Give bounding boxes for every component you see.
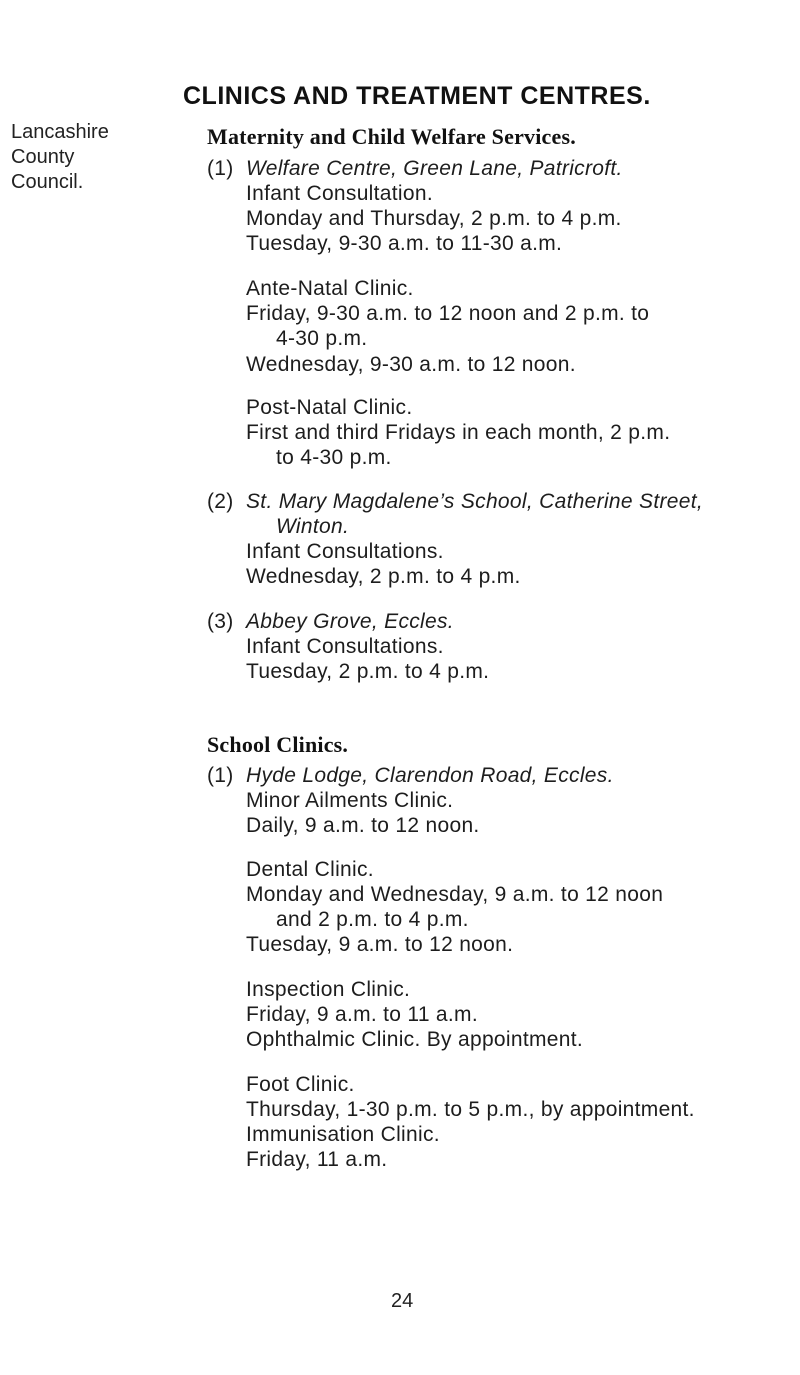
centre-name: Welfare Centre, Green Lane, Patricroft.: [246, 157, 623, 180]
maternity-heading: Maternity and Child Welfare Services.: [207, 124, 576, 149]
clinic-line: Friday, 9 a.m. to 11 a.m.: [246, 1003, 478, 1026]
clinic-line: Ante-Natal Clinic.: [246, 277, 414, 300]
council-sidebar-label: [11, 120, 109, 195]
centre-name: St. Mary Magdalene’s School, Catherine Street,: [246, 490, 703, 513]
clinic-line: Tuesday, 9 a.m. to 12 noon.: [246, 933, 514, 956]
page-number: 24: [391, 1290, 414, 1312]
clinic-line: Dental Clinic.: [246, 858, 374, 881]
centre-name: Abbey Grove, Eccles.: [246, 610, 454, 633]
council-line: Council.: [11, 171, 84, 193]
clinic-line: and 2 p.m. to 4 p.m.: [276, 908, 469, 931]
clinic-line: to 4-30 p.m.: [276, 446, 392, 469]
clinic-line: Immunisation Clinic.: [246, 1123, 440, 1146]
clinic-line: Minor Ailments Clinic.: [246, 789, 454, 812]
council-line: Lancashire: [11, 121, 109, 143]
centre-name: Hyde Lodge, Clarendon Road, Eccles.: [246, 764, 614, 787]
clinic-line: Infant Consultations.: [246, 540, 444, 563]
centre-number: (1): [207, 157, 234, 180]
clinic-line: Tuesday, 9-30 a.m. to 11-30 a.m.: [246, 232, 563, 255]
clinic-line: Infant Consultation.: [246, 182, 433, 205]
clinic-line: Infant Consultations.: [246, 635, 444, 658]
clinic-line: Daily, 9 a.m. to 12 noon.: [246, 814, 480, 837]
clinic-line: Thursday, 1-30 p.m. to 5 p.m., by appointment.: [246, 1098, 695, 1121]
clinic-line: Post-Natal Clinic.: [246, 396, 413, 419]
centre-number: (1): [207, 764, 234, 787]
school-heading: School Clinics.: [207, 732, 349, 757]
clinic-line: Monday and Wednesday, 9 a.m. to 12 noon: [246, 883, 664, 906]
clinic-line: Foot Clinic.: [246, 1073, 355, 1096]
clinic-line: Ophthalmic Clinic. By appointment.: [246, 1028, 584, 1051]
clinic-line: Friday, 9-30 a.m. to 12 noon and 2 p.m. to: [246, 302, 650, 325]
clinic-line: Wednesday, 2 p.m. to 4 p.m.: [246, 565, 521, 588]
clinic-line: Inspection Clinic.: [246, 978, 411, 1001]
clinic-line: Monday and Thursday, 2 p.m. to 4 p.m.: [246, 207, 622, 230]
clinic-line: Tuesday, 2 p.m. to 4 p.m.: [246, 660, 490, 683]
page-title: CLINICS AND TREATMENT CENTRES.: [183, 82, 651, 110]
clinic-line: 4-30 p.m.: [276, 327, 368, 350]
clinic-line: Wednesday, 9-30 a.m. to 12 noon.: [246, 353, 576, 376]
clinic-line: First and third Fridays in each month, 2 p.m.: [246, 421, 671, 444]
clinic-line: Friday, 11 a.m.: [246, 1148, 388, 1171]
centre-number: (2): [207, 490, 234, 513]
centre-number: (3): [207, 610, 234, 633]
council-line: County: [11, 146, 75, 168]
centre-name: Winton.: [276, 515, 350, 538]
